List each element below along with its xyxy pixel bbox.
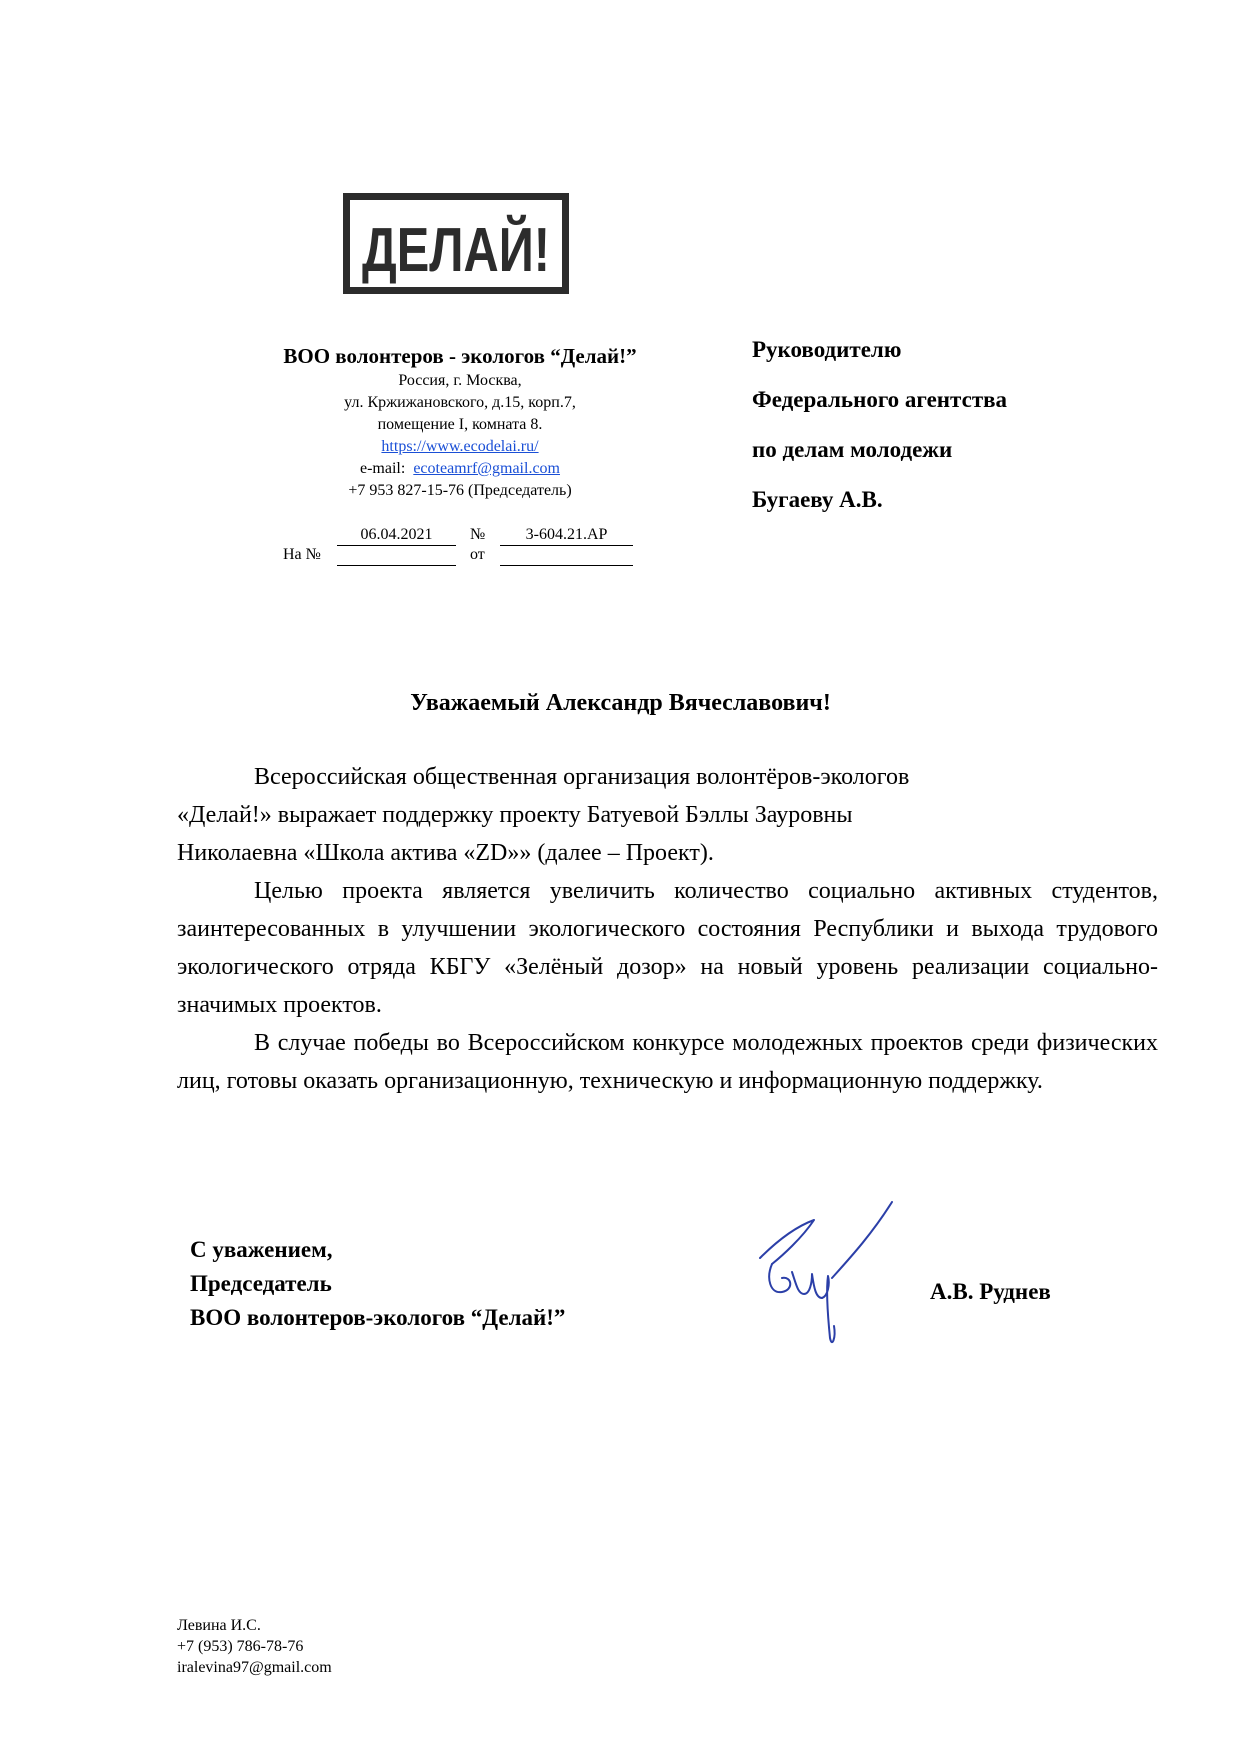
outgoing-number: 3-604.21.АР bbox=[500, 525, 633, 546]
reply-number-blank bbox=[337, 545, 456, 566]
sender-org-name: ВОО волонтеров - экологов “Делай!” bbox=[283, 344, 637, 368]
recipient-line-4: Бугаеву А.В. bbox=[752, 487, 883, 512]
reply-label: На № bbox=[283, 546, 321, 563]
logo-text: ДЕЛАЙ! bbox=[362, 216, 602, 285]
sender-block bbox=[200, 342, 720, 502]
closing-line-3: ВОО волонтеров-экологов “Делай!” bbox=[190, 1305, 566, 1330]
recipient-block bbox=[752, 325, 1172, 525]
recipient-line-1: Руководителю bbox=[752, 337, 902, 362]
outgoing-date: 06.04.2021 bbox=[337, 525, 456, 546]
sender-email-link[interactable]: ecoteamrf@gmail.com bbox=[413, 460, 560, 477]
greeting: Уважаемый Александр Вячеславович! bbox=[410, 690, 831, 716]
executor-name: Левина И.С. bbox=[177, 1617, 261, 1634]
handwritten-signature bbox=[752, 1198, 912, 1350]
body-paragraph-1-line-2: «Делай!» выражает поддержку проекту Батуевой Бэллы Зауровны bbox=[177, 802, 853, 828]
closing-line-2: Председатель bbox=[190, 1271, 332, 1296]
organization-logo bbox=[343, 193, 602, 294]
executor-phone: +7 (953) 786-78-76 bbox=[177, 1638, 304, 1655]
sender-room: помещение I, комната 8. bbox=[377, 416, 543, 433]
number-label: № bbox=[470, 526, 486, 543]
reply-date-blank bbox=[500, 545, 633, 566]
closing-line-1: С уважением, bbox=[190, 1237, 333, 1262]
letter-body bbox=[177, 758, 1158, 1100]
signer-name: А.В. Руднев bbox=[930, 1279, 1051, 1304]
body-paragraph-1-line-3: Николаевна «Школа актива «ZD»» (далее – Проект). bbox=[177, 840, 714, 866]
email-label: e-mail: bbox=[360, 460, 406, 477]
executor-contacts bbox=[177, 1615, 332, 1678]
recipient-line-3: по делам молодежи bbox=[752, 437, 953, 462]
from-label: от bbox=[470, 546, 485, 563]
sender-phone: +7 953 827-15-76 (Председатель) bbox=[348, 482, 572, 499]
sender-city: Россия, г. Москва, bbox=[398, 372, 522, 389]
executor-email: iralevina97@gmail.com bbox=[177, 1659, 332, 1676]
body-paragraph-2: Целью проекта является увеличить количество социально активных студентов, заинтересованных в улучшении экологического состояния Республики и выхода трудового экологического отряда КБГУ «Зелёный дозор» на новый уровень реализации социально-значимых проектов. bbox=[177, 878, 1158, 1018]
body-paragraph-3: В случае победы во Всероссийском конкурсе молодежных проектов среди физических лиц, готовы оказать организационную, техническую и информационную поддержку. bbox=[177, 1030, 1158, 1094]
sender-street: ул. Кржижановского, д.15, корп.7, bbox=[344, 394, 576, 411]
body-paragraph-1-line-1: Всероссийская общественная организация волонтёров-экологов bbox=[254, 764, 910, 790]
sender-website-link[interactable]: https://www.ecodelai.ru/ bbox=[381, 438, 539, 455]
outgoing-date-row bbox=[337, 525, 456, 546]
recipient-line-2: Федерального агентства bbox=[752, 387, 1008, 412]
closing-block bbox=[190, 1233, 565, 1335]
